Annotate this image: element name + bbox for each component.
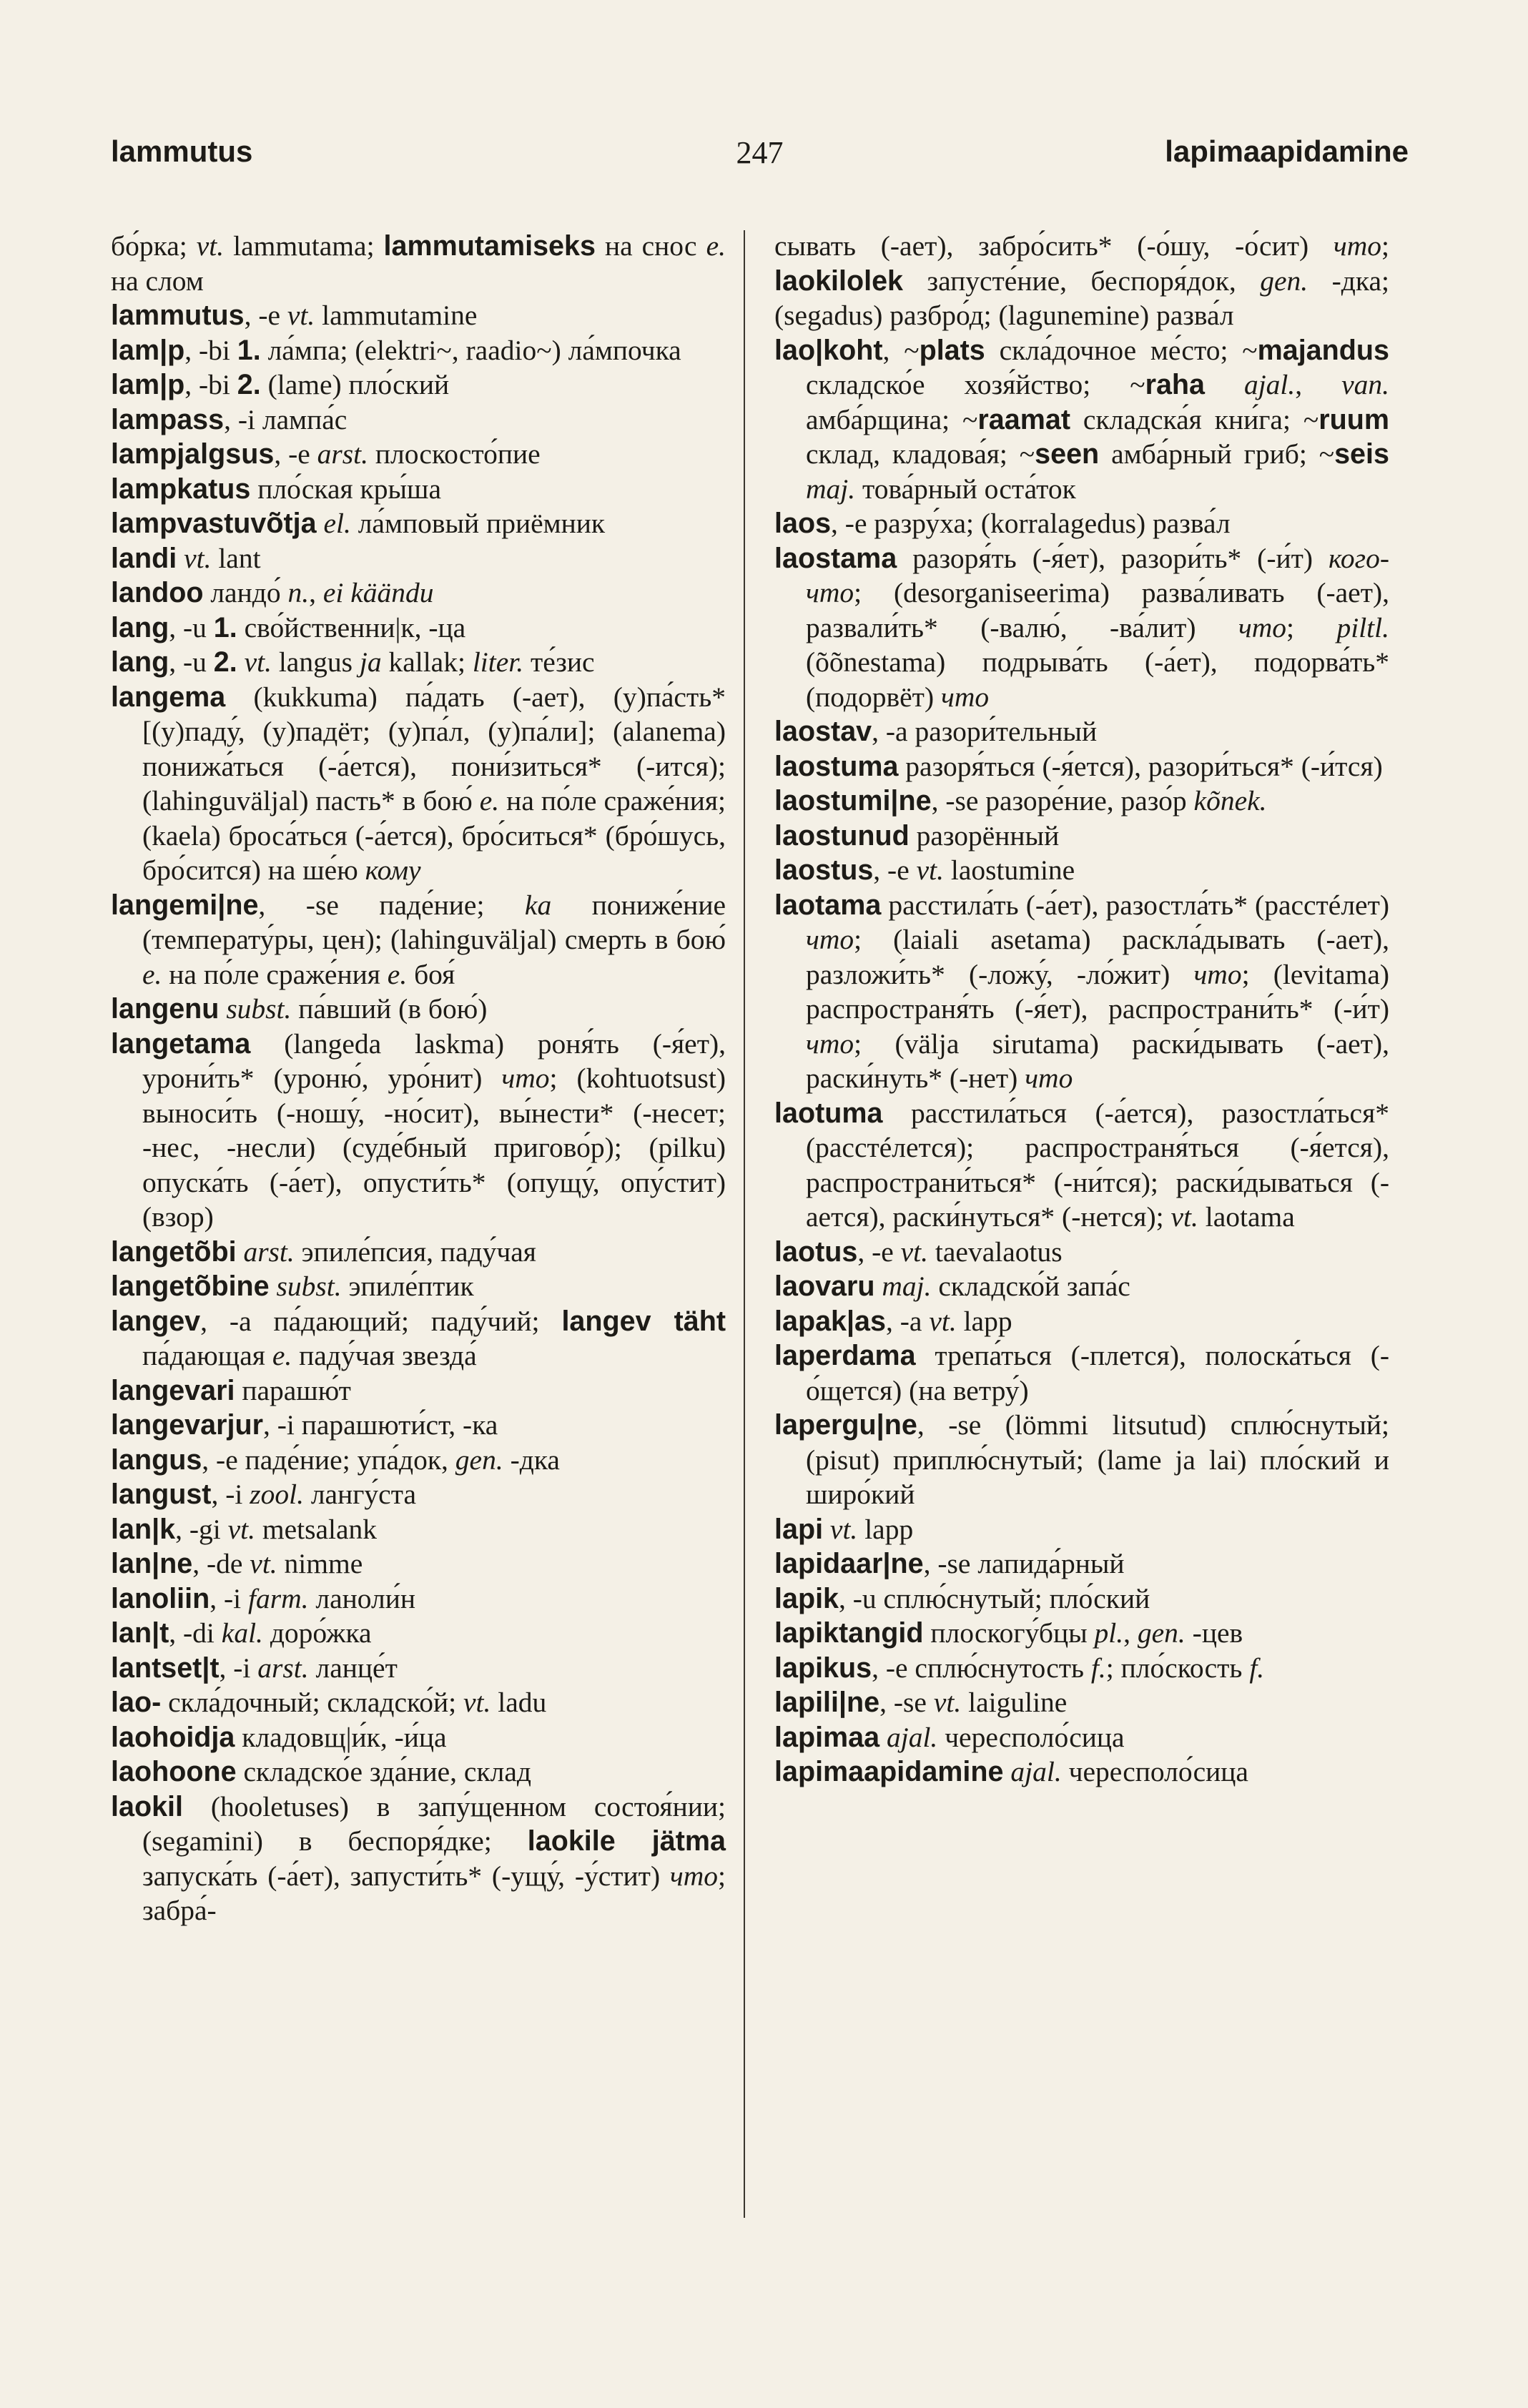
dictionary-entry: lapak|as, -a vt. lapp bbox=[774, 1305, 1012, 1337]
dictionary-entry: lampass, -i лампа́с bbox=[111, 403, 348, 435]
dictionary-entry: laotuma расстила́ться (-а́ется), разостла́ться* (расстéлется); распространя́ться (-я́ется), распространи́ться* (-ни́тся); раски́дываться (-ается), раски́нуться* (-нется); vt. laotama bbox=[774, 1097, 1389, 1233]
dictionary-entry: laotus, -e vt. taevalaotus bbox=[774, 1235, 1063, 1268]
dictionary-entry: laos, -e разру́ха; (korralagedus) разва́л bbox=[774, 508, 1231, 539]
dictionary-entry: laostumi|ne, -se разоре́ние, разо́р kõnek. bbox=[774, 785, 1267, 816]
right-column bbox=[774, 229, 1389, 1790]
dictionary-entry: langevari парашю́т bbox=[111, 1374, 351, 1406]
left-column bbox=[111, 229, 726, 1928]
dictionary-entry: langenu subst. па́вший (в бою́) bbox=[111, 993, 488, 1025]
dictionary-entry: сывать (-ает), забро́сить* (-о́шу, -о́сит) что; laokilolek запусте́ние, беспоря́док, gen. -дка; (segadus) разбро́д; (lagunemine) разва́л bbox=[774, 230, 1389, 331]
dictionary-entry: lan|ne, -de vt. nimme bbox=[111, 1548, 363, 1579]
page-header bbox=[111, 134, 1409, 192]
dictionary-entry: lapi vt. lapp bbox=[774, 1513, 914, 1545]
dictionary-entry: laohoidja кладовщ|и́к, -и́ца bbox=[111, 1721, 447, 1753]
dictionary-entry: lammutus, -e vt. lammutamine bbox=[111, 300, 478, 331]
right-running-headword: lapimaapidamine bbox=[1165, 134, 1409, 168]
dictionary-entry: landoo ландо́ n., ei käändu bbox=[111, 577, 434, 608]
dictionary-entry: lapikus, -e сплю́снутость f.; пло́скость f. bbox=[774, 1652, 1265, 1684]
dictionary-entry: langev, -a па́дающий; паду́чий; langev täht па́дающая e. паду́чая звезда́ bbox=[111, 1305, 726, 1371]
dictionary-entry: laohoone складско́е зда́ние, склад bbox=[111, 1756, 531, 1787]
left-running-headword: lammutus bbox=[111, 134, 253, 168]
dictionary-entry: laostav, -a разори́тельный bbox=[774, 716, 1098, 747]
dictionary-entry: lapiktangid плоскогу́бцы pl., gen. -цев bbox=[774, 1617, 1243, 1649]
dictionary-entry: lampkatus пло́ская кры́ша bbox=[111, 473, 441, 505]
dictionary-entry: lapidaar|ne, -se лапида́рный bbox=[774, 1548, 1125, 1579]
dictionary-entry: langemi|ne, -se паде́ние; ka пониже́ние (температу́ры, цен); (lahinguväljal) смерть в бою́ e. на по́ле сраже́ния e. боя́ bbox=[111, 889, 726, 990]
dictionary-entry: laperdama трепа́ться (-плется), полоска́ться (-о́щется) (на ветру́) bbox=[774, 1340, 1389, 1406]
dictionary-entry: langust, -i zool. лангу́ста bbox=[111, 1479, 416, 1510]
dictionary-entry: lang, -u 2. vt. langus ja kallak; liter. те́зис bbox=[111, 646, 595, 678]
page-number: 247 bbox=[736, 135, 784, 170]
dictionary-entry: laostuma разоря́ться (-я́ется), разори́ться* (-и́тся) bbox=[774, 750, 1383, 782]
dictionary-entry: langetõbine subst. эпиле́птик bbox=[111, 1270, 474, 1302]
dictionary-entry: lapimaapidamine ajal. чересполо́сица bbox=[774, 1756, 1248, 1787]
dictionary-entry: langevarjur, -i парашюти́ст, -ка bbox=[111, 1409, 498, 1441]
dictionary-entry: langema (kukkuma) па́дать (-ает), (у)па́сть* [(у)паду́, (у)падёт; (у)па́л, (у)па́ли]; (alanema) понижа́ться (-а́ется), пони́зиться* (-ится); (lahinguväljal) пасть* в бою́ e. на по́ле сраже́ния; (kaela) броса́ться (-а́ется), бро́ситься* (бро́шусь, бро́сится) на ше́ю кому bbox=[111, 681, 726, 886]
dictionary-entry: lao- скла́дочный; складско́й; vt. ladu bbox=[111, 1687, 547, 1718]
dictionary-entry: lam|p, -bi 1. ла́мпа; (elektri~, raadio~) ла́мпочка bbox=[111, 334, 681, 366]
dictionary-entry: langus, -e паде́ние; упа́док, gen. -дка bbox=[111, 1444, 560, 1476]
dictionary-entry: lantset|t, -i arst. ланце́т bbox=[111, 1652, 398, 1684]
dictionary-entry: lampvastuvõtja el. ла́мповый приёмник bbox=[111, 508, 606, 539]
dictionary-entry: lapergu|ne, -se (lömmi litsutud) сплю́снутый; (pisut) приплю́снутый; (lame ja lai) пло́ский и широ́кий bbox=[774, 1409, 1389, 1510]
dictionary-entry: lao|koht, ~plats скла́дочное ме́сто; ~majandus складско́е хозя́йство; ~raha ajal., van. амба́рщина; ~raamat складска́я кни́га; ~ruum склад, кладова́я; ~seen амба́рный гриб; ~seis maj. това́рный оста́ток bbox=[774, 334, 1390, 505]
dictionary-entry: lang, -u 1. сво́йственни|к, -ца bbox=[111, 611, 466, 643]
dictionary-entry: lanoliin, -i farm. ланоли́н bbox=[111, 1582, 415, 1614]
dictionary-entry: lan|k, -gi vt. metsalank bbox=[111, 1513, 378, 1545]
dictionary-entry: lapik, -u сплю́снутый; пло́ский bbox=[774, 1582, 1150, 1614]
dictionary-entry: бо́рка; vt. lammutama; lammutamiseks на снос e. на слом bbox=[111, 230, 726, 297]
dictionary-entry: laostama разоря́ть (-я́ет), разори́ть* (-и́т) кого-что; (desorganiseerima) разва́ливать (-ает), развали́ть* (-валю́, -ва́лит) что; piltl. (õõnestama) подрыва́ть (-а́ет), подорва́ть* (подорвёт) что bbox=[774, 542, 1389, 713]
dictionary-entry: landi vt. lant bbox=[111, 542, 261, 574]
dictionary-entry: laotama расстила́ть (-а́ет), разостла́ть* (расстéлет) что; (laiali asetama) раскла́дывать (-ает), разложи́ть* (-ложу́, -ло́жит) что; (levitama) распространя́ть (-я́ет), распространи́ть* (-и́т) что; (välja sirutama) раски́дывать (-ает), раски́нуть* (-нет) что bbox=[774, 889, 1390, 1094]
dictionary-entry: laokil (hooletuses) в запу́щенном состоя́нии; (segamini) в беспоря́дке; laokile jätma запуска́ть (-а́ет), запусти́ть* (-ущу́, -у́стит) что; забра́- bbox=[111, 1790, 726, 1926]
dictionary-entry: lan|t, -di kal. доро́жка bbox=[111, 1617, 372, 1649]
dictionary-entry: laostunud разорённый bbox=[774, 819, 1060, 852]
dictionary-entry: langetama (langeda laskma) роня́ть (-я́ет), урони́ть* (уроню́, уро́нит) что; (kohtuotsust) выноси́ть (-ношу́, -но́сит), вы́нести* (-несет; -нес, -несли) (суде́бный пригово́р); (pilku) опуска́ть (-а́ет), опусти́ть* (опущу́, опу́стит) (взор) bbox=[111, 1027, 726, 1233]
dictionary-entry: langetõbi arst. эпиле́псия, паду́чая bbox=[111, 1235, 536, 1268]
column-divider bbox=[744, 230, 745, 2218]
dictionary-entry: lampjalgsus, -e arst. плоскосто́пие bbox=[111, 438, 541, 470]
dictionary-entry: lapimaa ajal. чересполо́сица bbox=[774, 1721, 1125, 1753]
dictionary-entry: laostus, -e vt. laostumine bbox=[774, 854, 1075, 886]
dictionary-entry: laovaru maj. складско́й запа́с bbox=[774, 1270, 1130, 1302]
dictionary-entry: lapili|ne, -se vt. laiguline bbox=[774, 1687, 1068, 1718]
dictionary-entry: lam|p, -bi 2. (lame) пло́ский bbox=[111, 369, 450, 400]
